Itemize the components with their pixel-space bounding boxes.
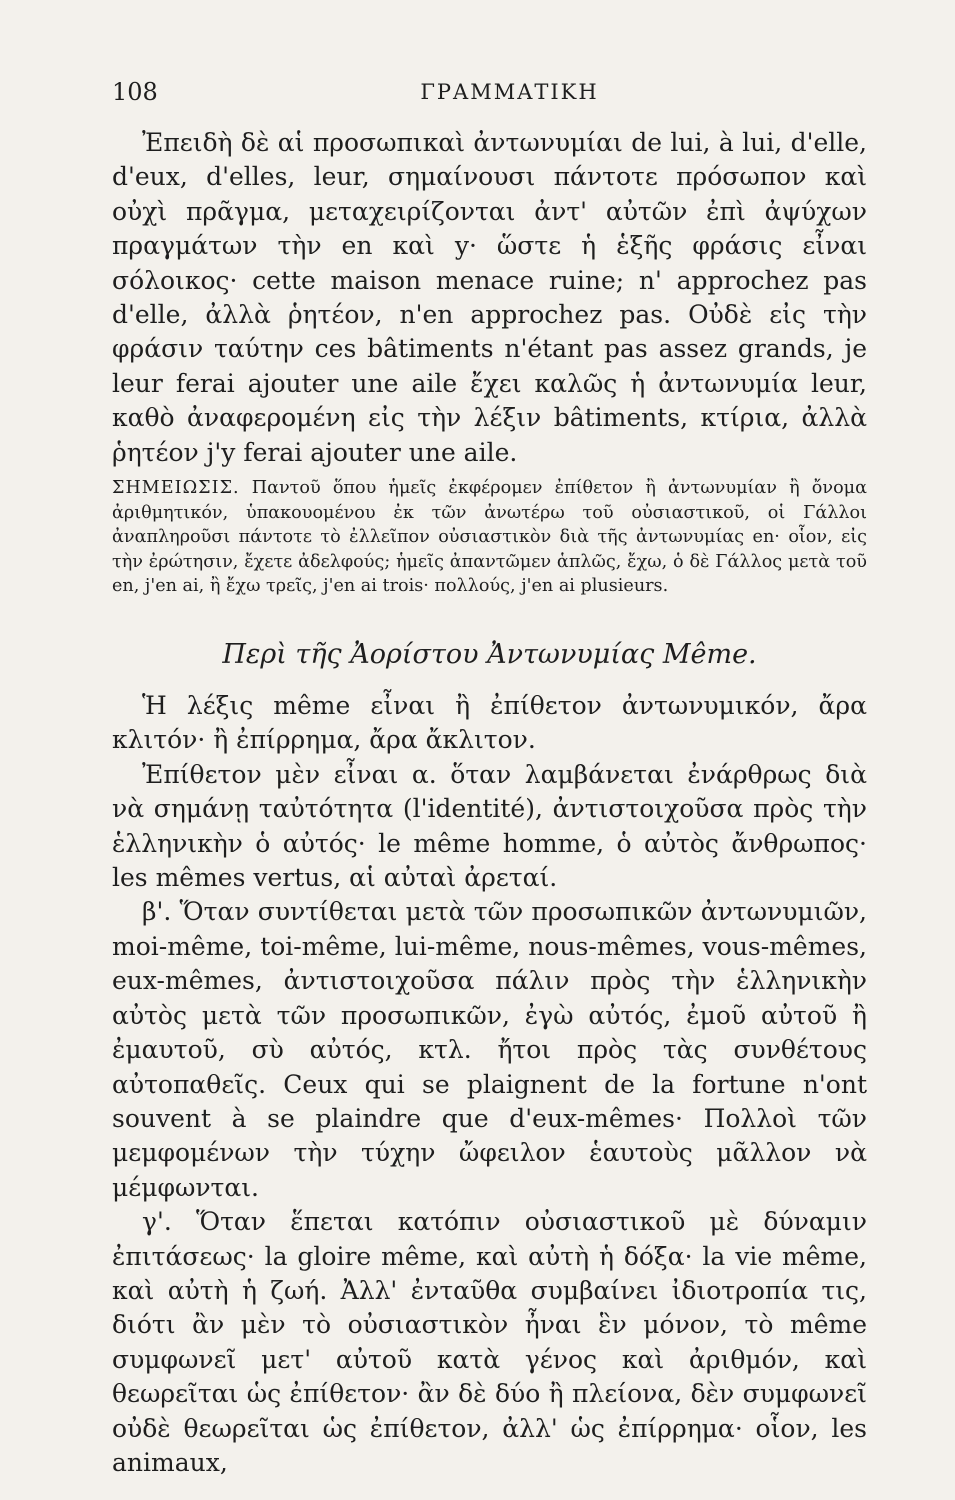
paragraph-beta: β'. Ὅταν συντίθεται μετὰ τῶν προσωπικῶν ἀντωνυμιῶν, moi-même, toi-même, lui-même, nous-mêmes, vous-mêmes, eux-mêmes, ἀντιστοιχοῦσα πάλιν πρὸς τὴν ἑλληνικὴν αὐτὸς μετὰ τῶν προσωπικῶν, ἐγὼ αὐτός, ἐμοῦ αὐτοῦ ἢ ἐμαυτοῦ, σὺ αὐτός, κτλ. ἤτοι πρὸς τὰς συνθέτους αὐτοπαθεῖς. Ceux qui se plaignent de la fortune n'ont souvent à se plaindre que d'eux-mêmes· Πολλοὶ τῶν μεμφομένων τὴν τύχην ὤφειλον ἑαυτοὺς μᾶλλον νὰ μέμφωνται. — [112, 897, 867, 1202]
notes-label: ΣΗΜΕΙΩΣΙΣ. — [112, 478, 240, 499]
section-heading: Περὶ τῆς Ἀορίστου Ἀντωνυμίας Même. — [222, 639, 757, 671]
paragraph-gamma: γ'. Ὅταν ἕπεται κατόπιν οὐσιαστικοῦ μὲ δύναμιν ἐπιτάσεως· la gloire même, καὶ αὐτὴ ἡ δόξα· la vie même, καὶ αὐτὴ ἡ ζωή. Ἀλλ' ἐνταῦθα συμβαίνει ἰδιοτροπία τις, διότι ἂν μὲν τὸ οὐσιαστικὸν ἦναι ἓν μόνον, τὸ même συμφωνεῖ μετ' αὐτοῦ κατὰ γένος καὶ ἀριθμόν, καὶ θεωρεῖται ὡς ἐπίθετον· ἂν δὲ δύο ἢ πλείονα, δὲν συμφωνεῖ οὐδὲ θεωρεῖται ὡς ἐπίθετον, ἀλλ' ὡς ἐπίρρημα· οἷον, les animaux, — [112, 1207, 867, 1477]
paragraph-alpha: Ἐπίθετον μὲν εἶναι α. ὅταν λαμβάνεται ἐνάρθρως διὰ νὰ σημάνῃ ταὐτότητα (l'identité), ἀντιστοιχοῦσα πρὸς τὴν ἑλληνικὴν ὁ αὐτός· le même homme, ὁ αὐτὸς ἄνθρωπος· les mêmes vertus, αἱ αὐταὶ ἀρεταί. — [112, 759, 867, 893]
paragraph-definition: Ἡ λέξις même εἶναι ἢ ἐπίθετον ἀντωνυμικόν, ἄρα κλιτόν· ἢ ἐπίρρημα, ἄρα ἄκλιτον. — [112, 691, 867, 755]
running-title: ΓΡΑΜΜΑΤΙΚΗ — [420, 80, 599, 104]
page-number: 108 — [112, 78, 158, 106]
running-head — [112, 72, 867, 112]
notes-block — [112, 476, 867, 599]
intro-paragraph: Ἐπειδὴ δὲ αἱ προσωπικαὶ ἀντωνυμίαι de lui, à lui, d'elle, d'eux, d'elles, leur, σημαίνουσι πάντοτε πρόσωπον καὶ οὐχὶ πρᾶγμα, μεταχειρίζονται ἀντ' αὐτῶν ἐπὶ ἀψύχων πραγμάτων τὴν en καὶ y· ὥστε ἡ ἑξῆς φράσις εἶναι σόλοικος· cette maison menace ruine; n' approchez pas d'elle, ἀλλὰ ῥητέον, n'en approchez pas. Οὐδὲ εἰς τὴν φράσιν ταύτην ces bâtiments n'étant pas assez grands, je leur ferai ajouter une aile ἔχει καλῶς ἡ ἀντωνυμία leur, καθὸ ἀναφερομένη εἰς τὴν λέξιν bâtiments, κτίρια, ἀλλὰ ῥητέον j'y ferai ajouter une aile. — [112, 128, 867, 467]
notes-text: Παντοῦ ὅπου ἡμεῖς ἐκφέρομεν ἐπίθετον ἢ ἀντωνυμίαν ἢ ὄνομα ἀριθμητικόν, ὑπακουομένου ἐκ τῶν ἀνωτέρω τοῦ οὐσιαστικοῦ, οἱ Γάλλοι ἀναπληροῦσι πάντοτε τὸ ἐλλεῖπον οὐσιαστικὸν διὰ τῆς ἀντωνυμίας en· οἷον, εἰς τὴν ἐρώτησιν, ἔχετε ἀδελφούς; ἡμεῖς ἀπαντῶμεν ἁπλῶς, ἔχω, ὁ δὲ Γάλλος μετὰ τοῦ en, j'en ai, ἢ ἔχω τρεῖς, j'en ai trois· πολλούς, j'en ai plusieurs. — [112, 478, 867, 597]
